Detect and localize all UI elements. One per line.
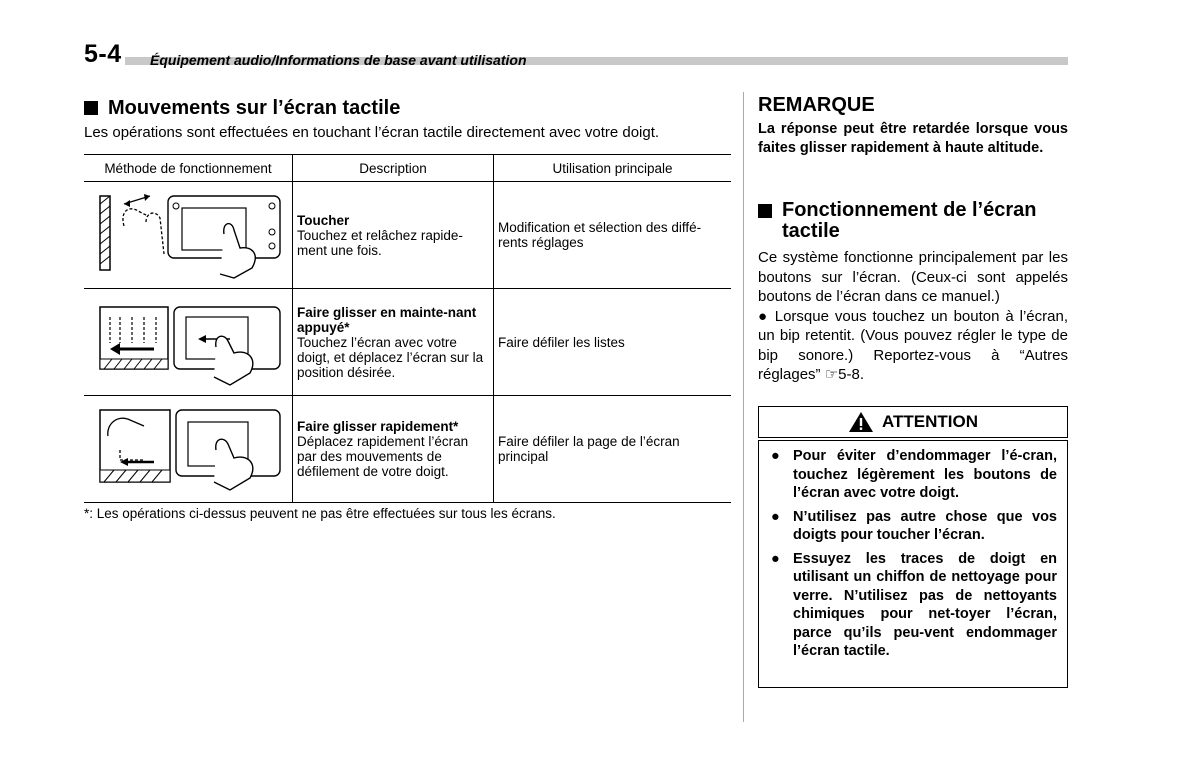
illustration-cell [84, 182, 293, 289]
gesture-description: Touchez l’écran avec votre doigt, et déplacez l’écran sur la position désirée. [297, 334, 484, 380]
section-square-icon [84, 101, 98, 115]
page-number: 5-4 [84, 40, 122, 68]
attention-header [758, 406, 1068, 438]
bullet-paragraph: ● Lorsque vous touchez un bouton à l’écran, un bip retentit. (Vous pouvez régler le type de bip sonore.) Reportez-vous à “Autres réglages” ☞5-8. [758, 307, 1068, 383]
table-row [84, 289, 731, 396]
attention-box [758, 440, 1068, 688]
col-header-method: Méthode de fonctionnement [84, 155, 293, 182]
list-item [771, 447, 1057, 503]
bullet-icon: ● [771, 508, 780, 525]
table-header-row [84, 155, 731, 182]
section-body [758, 248, 1068, 385]
bullet-icon: ● [771, 448, 780, 464]
attention-label: ATTENTION [881, 412, 978, 431]
list-item [771, 508, 1057, 545]
section-title-text: Mouvements sur l’écran tactile [108, 97, 401, 119]
warning-triangle-icon [848, 411, 874, 433]
gesture-description: Déplacez rapidement l’écran par des mouvements de défilement de votre doigt. [297, 434, 469, 479]
bullet-icon: ● [771, 550, 780, 567]
remarque-text: La réponse peut être retardée lorsque vous faites glisser rapidement à haute altitude. [758, 121, 1068, 156]
illustration-cell [84, 289, 293, 396]
drag-gesture-illustration [84, 289, 292, 392]
attention-item-text: Pour éviter d’endommager l’é-cran, touchez légèrement les boutons de l’écran avec votre doigt. [793, 448, 1057, 501]
description-cell [293, 182, 494, 289]
col-header-usage: Utilisation principale [494, 155, 732, 182]
gesture-name: Toucher [297, 212, 350, 228]
column-divider [743, 92, 744, 722]
gesture-name: Faire glisser en mainte-nant appuyé* [297, 304, 477, 335]
description-cell [293, 289, 494, 396]
attention-item-text: N’utilisez pas autre chose que vos doigts pour toucher l’écran. [793, 508, 1057, 543]
header-title: Équipement audio/Informations de base avant utilisation [150, 52, 527, 68]
flick-gesture-illustration [84, 396, 292, 499]
illustration-cell [84, 396, 293, 503]
gesture-description: Touchez et relâchez rapide-ment une fois. [297, 227, 463, 258]
usage-cell: Faire défiler les listes [494, 289, 732, 396]
section-title-text: Fonctionnement de l’écran tactile [782, 199, 1037, 242]
table-row [84, 182, 731, 289]
intro-text: Les opérations sont effectuées en touchant l’écran tactile directement avec votre doigt. [84, 124, 660, 141]
table-row [84, 396, 731, 503]
operations-table [84, 154, 731, 503]
section-title-touchscreen-operation [758, 200, 1068, 242]
remarque-title: REMARQUE [758, 94, 875, 116]
usage-cell: Faire défiler la page de l’écran principal [494, 396, 732, 503]
paragraph: Ce système fonctionne principalement par les boutons sur l’écran. (Ceux-ci sont appelés boutons de l’écran dans ce manuel.) [758, 249, 1068, 305]
footnote: *: Les opérations ci-dessus peuvent ne pas être effectuées sur tous les écrans. [84, 506, 556, 521]
usage-cell: Modification et sélection des diffé-rents réglages [494, 182, 732, 289]
attention-item-text: Essuyez les traces de doigt en utilisant un chiffon de nettoyage pour verre. N’utilisez pas de nettoyants chimiques pour net-toyer l’écran, parce qu’ils peu-vent endommager l’écran tactile. [793, 550, 1057, 659]
tap-gesture-illustration [84, 182, 292, 285]
section-square-icon [758, 204, 772, 218]
col-header-description: Description [293, 155, 494, 182]
section-title-touch-movements [84, 97, 400, 119]
description-cell [293, 396, 494, 503]
gesture-name: Faire glisser rapidement* [297, 419, 459, 434]
list-item [771, 550, 1057, 661]
